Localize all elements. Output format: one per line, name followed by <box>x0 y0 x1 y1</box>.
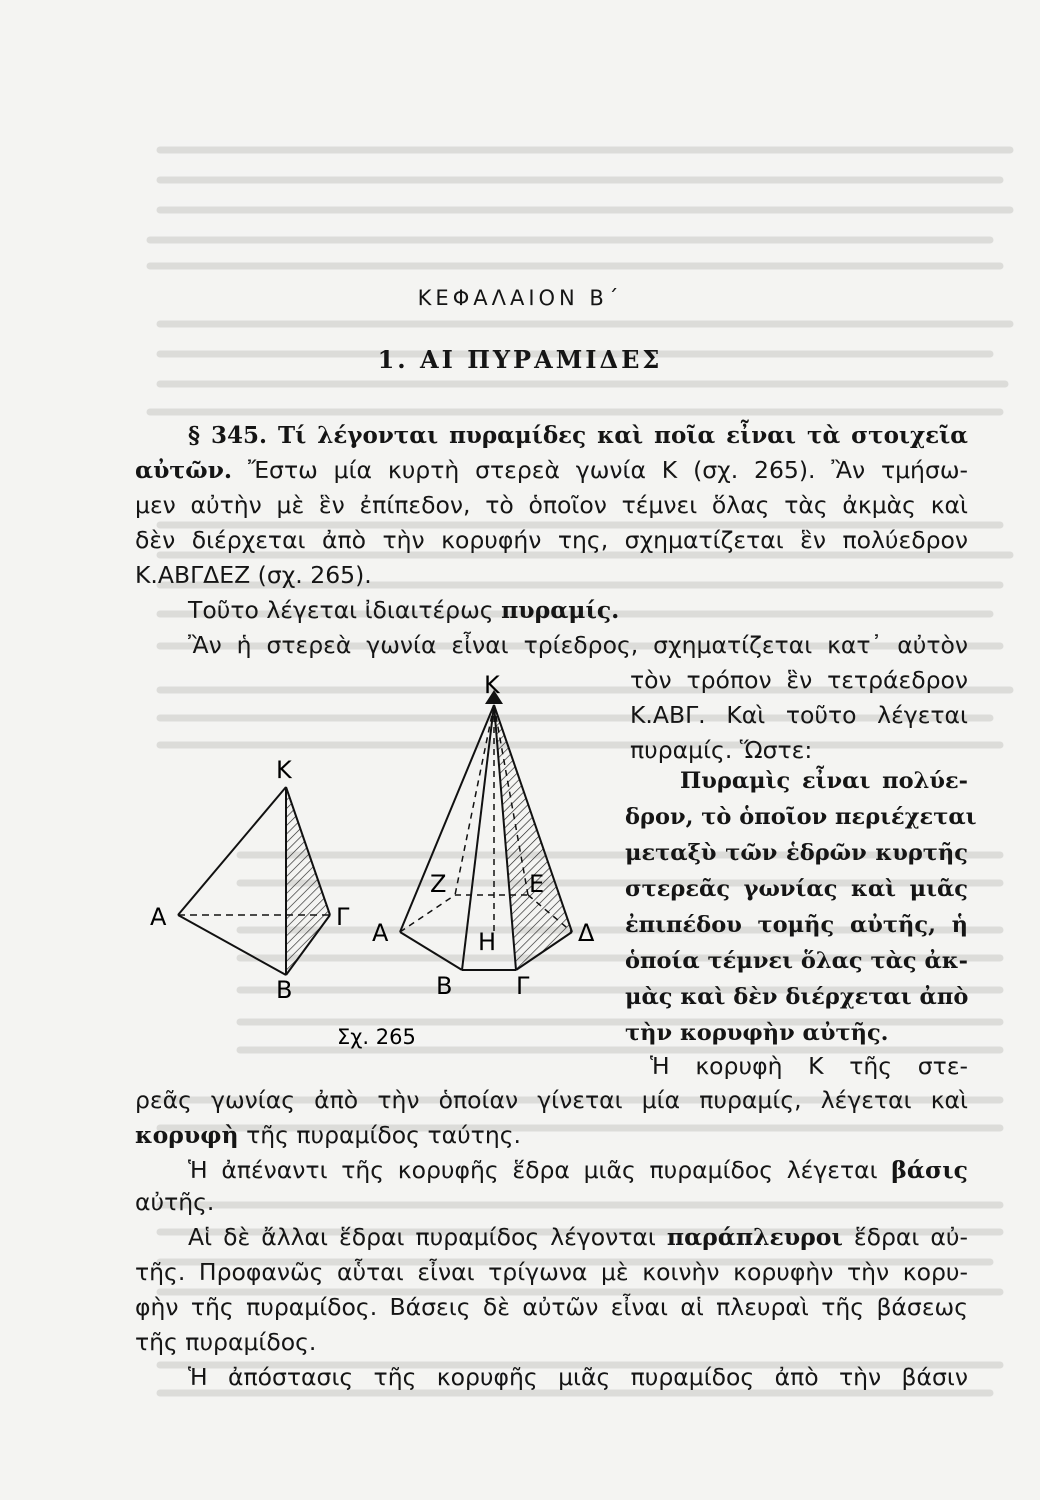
trihedral-line-3: Κ.ΑΒΓ. Καὶ τοῦτο λέγεται <box>630 701 968 729</box>
figure-caption: Σχ. 265 <box>337 1025 416 1049</box>
lateral-line-1-text: Αἱ δὲ ἄλλαι ἕδραι πυραμίδος λέγονται <box>188 1223 656 1251</box>
label-pyr-B: Β <box>436 972 453 1000</box>
definition-line-4: στερεᾶς γωνίας καὶ μιᾶς <box>625 876 968 902</box>
tetrahedron-diagram <box>178 787 330 975</box>
edge-AB <box>178 915 286 975</box>
label-tetra-B: Β <box>276 976 293 1004</box>
definition-line-3: μεταξὺ τῶν ἑδρῶν κυρτῆς <box>625 840 968 866</box>
base-line-2: αὐτῆς. <box>135 1188 215 1216</box>
paragraph-345-line-1: § 345. Τί λέγονται πυραμίδες καὶ ποῖα εἶναι τὰ στοιχεῖα <box>188 422 968 449</box>
label-tetra-G: Γ <box>336 903 350 931</box>
label-tetra-K: Κ <box>276 756 292 784</box>
lateral-line-4: τῆς πυραμίδος. <box>135 1328 317 1356</box>
apex-line-1: Ἡ κορυφὴ Κ τῆς στε- <box>650 1052 968 1080</box>
edge-AB <box>400 932 462 970</box>
paragraph-345-bold-word: αὐτῶν. <box>135 456 233 484</box>
pyramid-term: πυραμίς. <box>501 596 620 624</box>
label-pyr-H: Η <box>478 928 497 956</box>
apex-line-2: ρεᾶς γωνίας ἀπὸ τὴν ὁποίαν γίνεται μία πυραμίς, λέγεται καὶ <box>135 1086 968 1114</box>
label-pyr-D: Δ <box>578 919 595 947</box>
label-pyr-A: Α <box>372 919 389 947</box>
label-pyr-G: Γ <box>516 972 530 1000</box>
lateral-line-1-end: ἕδραι αὐ- <box>853 1223 968 1251</box>
apex-term: κορυφὴ <box>135 1121 239 1149</box>
trihedral-line-4: πυραμίς. Ὥστε: <box>630 736 813 764</box>
definition-line-8: τὴν κορυφὴν αὐτῆς. <box>625 1020 889 1046</box>
base-term: βάσις <box>891 1156 968 1184</box>
label-tetra-A: Α <box>150 903 167 931</box>
called-pyramid-text: Τοῦτο λέγεται ἰδιαιτέρως <box>188 596 494 624</box>
definition-line-6: ὁποία τέμνει ὅλας τὰς ἀκ- <box>625 948 968 974</box>
definition-line-1: Πυραμὶς εἶναι πολύε- <box>680 768 968 794</box>
trihedral-line-1: Ἂν ἡ στερεὰ γωνία εἶναι τρίεδρος, σχηματίζεται κατ᾿ αὐτὸν <box>188 631 968 659</box>
section-title: 1. ΑΙ ΠΥΡΑΜΙΔΕΣ <box>377 345 663 374</box>
edge-KA <box>178 787 286 915</box>
label-pyr-K: Κ <box>484 671 500 699</box>
definition-line-2: δρον, τὸ ὁποῖον περιέχεται <box>625 804 977 830</box>
label-pyr-E: Ε <box>529 870 545 898</box>
distance-line-1: Ἡ ἀπόστασις τῆς κορυφῆς μιᾶς πυραμίδος ἀπὸ τὴν βάσιν <box>188 1363 968 1391</box>
paragraph-345-line-3: μεν αὐτὴν μὲ ἓν ἐπίπεδον, τὸ ὁποῖον τέμνει ὅλας τὰς ἀκμὰς καὶ <box>135 491 968 519</box>
paragraph-345-line-2-text: Ἔστω μία κυρτὴ στερεὰ γωνία Κ (σχ. 265). Ἂν τμήσω- <box>247 456 968 484</box>
chapter-heading: ΚΕΦΑΛΑΙΟΝ Β΄ <box>417 286 623 310</box>
trihedral-line-2: τὸν τρόπον ἓν τετράεδρον <box>630 666 968 694</box>
label-pyr-Z: Ζ <box>430 870 447 898</box>
base-line-1-text: Ἡ ἀπέναντι τῆς κορυφῆς ἕδρα μιᾶς πυραμίδος λέγεται <box>188 1156 878 1184</box>
definition-line-5: ἐπιπέδου τομῆς αὐτῆς, ἡ <box>625 912 968 938</box>
lateral-line-2: τῆς. Προφανῶς αὗται εἶναι τρίγωνα μὲ κοινὴν κορυφὴν τὴν κορυ- <box>135 1258 968 1286</box>
definition-line-7: μὰς καὶ δὲν διέρχεται ἀπὸ <box>625 984 969 1010</box>
paragraph-345-line-5: Κ.ΑΒΓΔΕΖ (σχ. 265). <box>135 561 372 589</box>
paragraph-345-line-4: δὲν διέρχεται ἀπὸ τὴν κορυφήν της, σχηματίζεται ἓν πολύεδρον <box>135 526 968 554</box>
lateral-line-3: φὴν τῆς πυραμίδος. Βάσεις δὲ αὐτῶν εἶναι αἱ πλευραὶ τῆς βάσεως <box>135 1293 968 1321</box>
lateral-term: παράπλευροι <box>666 1223 843 1251</box>
apex-line-3-text: τῆς πυραμίδος ταύτης. <box>246 1121 521 1149</box>
tetrahedron-shaded-face <box>286 787 330 975</box>
